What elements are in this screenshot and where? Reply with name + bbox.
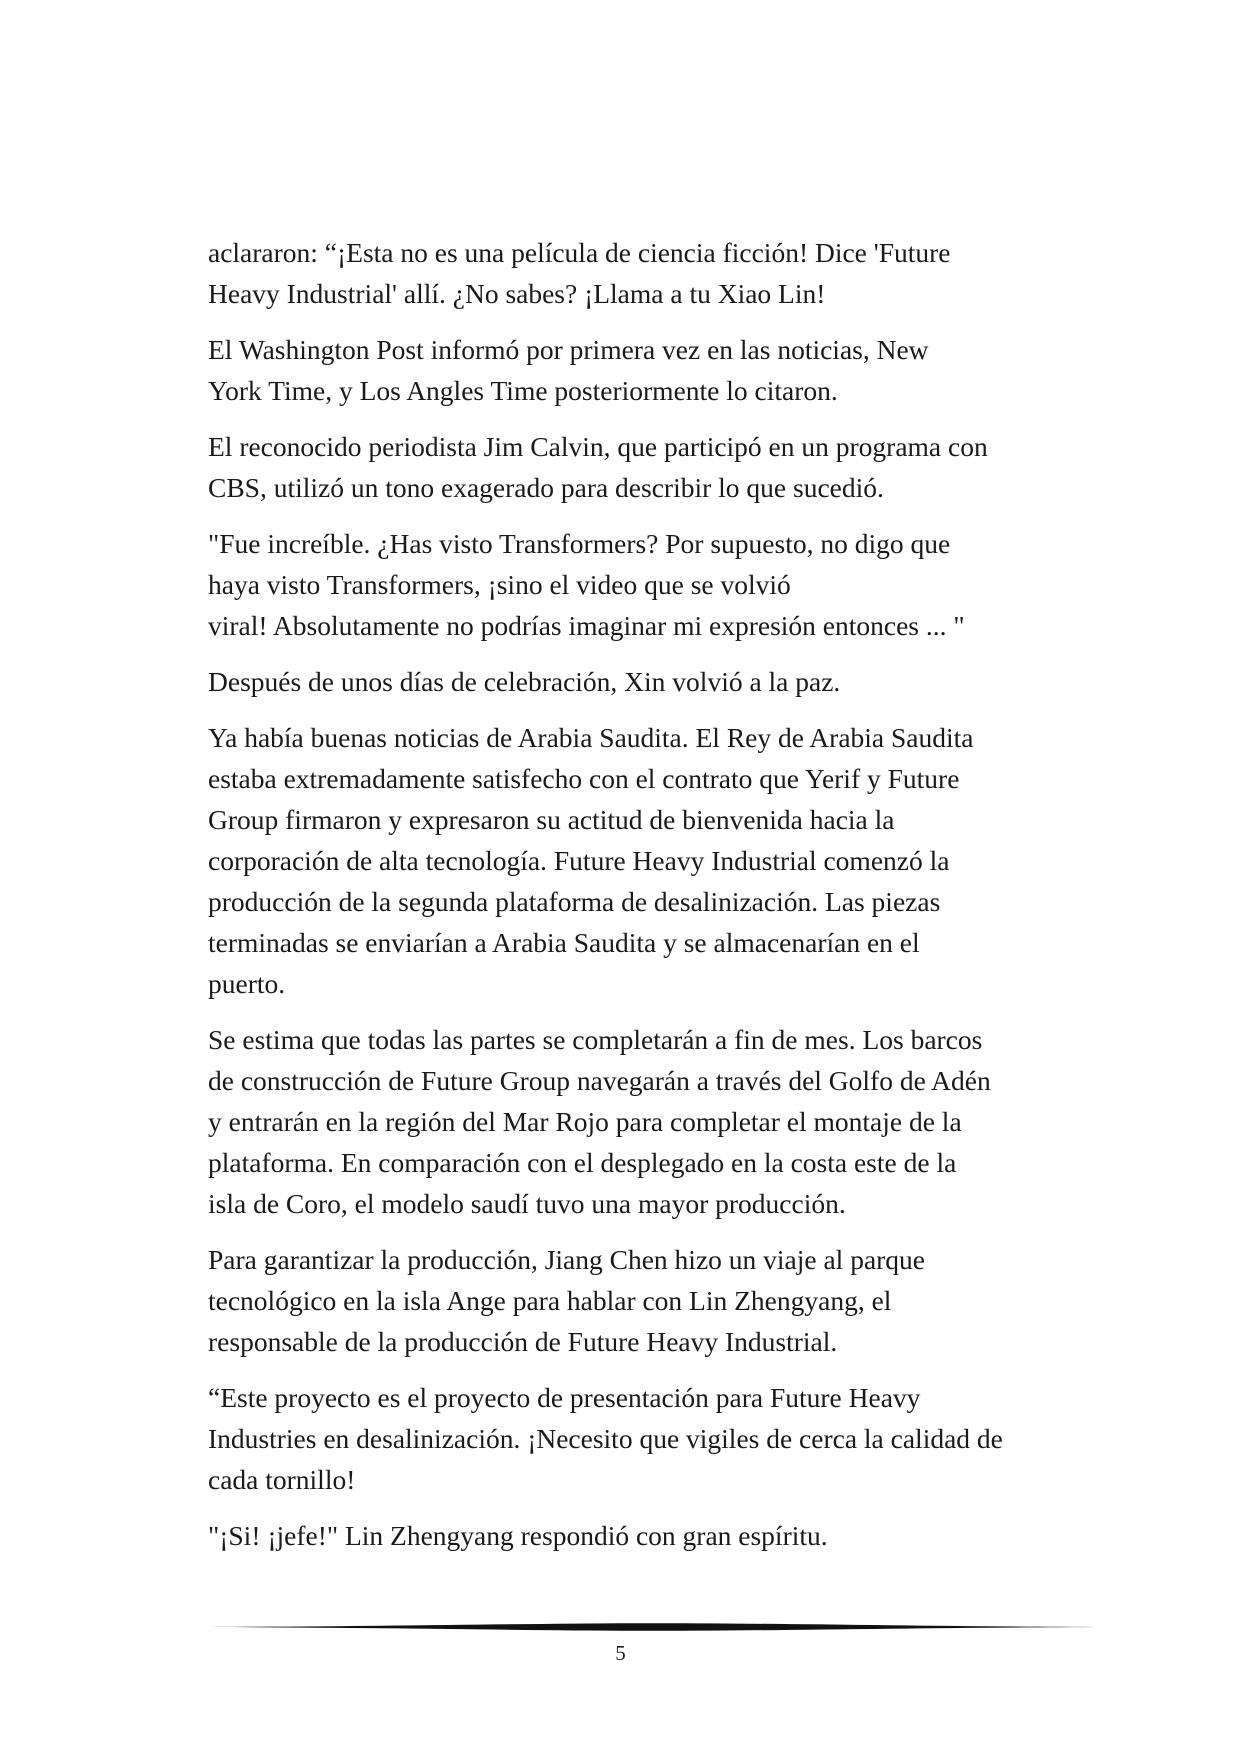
paragraph [208, 1019, 1078, 1224]
text-line: terminadas se enviarían a Arabia Saudita y se almacenarían en el [208, 927, 920, 958]
body-text [208, 232, 1078, 1571]
text-line: responsable de la producción de Future Heavy Industrial. [208, 1326, 838, 1357]
text-line: plataforma. En comparación con el desplegado en la costa este de la [208, 1147, 957, 1178]
text-line: aclararon: “¡Esta no es una película de ciencia ficción! Dice 'Future [208, 237, 951, 268]
text-line: York Time, y Los Angles Time posteriormente lo citaron. [208, 375, 838, 406]
text-line: viral! Absolutamente no podrías imaginar mi expresión entonces ... " [208, 610, 965, 641]
paragraph [208, 1239, 1078, 1362]
text-line: "Fue increíble. ¿Has visto Transformers? Por supuesto, no digo que [208, 528, 951, 559]
text-line: producción de la segunda plataforma de desalinización. Las piezas [208, 886, 941, 917]
text-line: Industries en desalinización. ¡Necesito que vigiles de cerca la calidad de [208, 1423, 1003, 1454]
text-line: corporación de alta tecnología. Future Heavy Industrial comenzó la [208, 845, 950, 876]
text-line: "¡Si! ¡jefe!" Lin Zhengyang respondió con gran espíritu. [208, 1520, 828, 1551]
text-line: Heavy Industrial' allí. ¿No sabes? ¡Llama a tu Xiao Lin! [208, 278, 826, 309]
footer-divider [208, 1620, 1108, 1634]
text-line: “Este proyecto es el proyecto de presentación para Future Heavy [208, 1382, 921, 1413]
text-line: cada tornillo! [208, 1464, 356, 1495]
text-line: CBS, utilizó un tono exagerado para describir lo que sucedió. [208, 472, 884, 503]
text-line: estaba extremadamente satisfecho con el contrato que Yerif y Future [208, 763, 960, 794]
text-line: y entrarán en la región del Mar Rojo para completar el montaje de la [208, 1106, 962, 1137]
paragraph [208, 232, 1078, 314]
text-line: Se estima que todas las partes se completarán a fin de mes. Los barcos [208, 1024, 983, 1055]
paragraph [208, 426, 1078, 508]
text-line: de construcción de Future Group navegarán a través del Golfo de Adén [208, 1065, 991, 1096]
paragraph [208, 1515, 1078, 1556]
paragraph [208, 717, 1078, 1004]
page-number: 5 [615, 1641, 626, 1665]
text-line: isla de Coro, el modelo saudí tuvo una mayor producción. [208, 1188, 846, 1219]
text-line: Ya había buenas noticias de Arabia Saudita. El Rey de Arabia Saudita [208, 722, 974, 753]
text-line: puerto. [208, 968, 286, 999]
paragraph [208, 329, 1078, 411]
text-line: haya visto Transformers, ¡sino el video que se volvió [208, 569, 791, 600]
text-line: tecnológico en la isla Ange para hablar con Lin Zhengyang, el [208, 1285, 892, 1316]
text-line: Group firmaron y expresaron su actitud de bienvenida hacia la [208, 804, 895, 835]
text-line: Para garantizar la producción, Jiang Chen hizo un viaje al parque [208, 1244, 926, 1275]
text-line: El reconocido periodista Jim Calvin, que participó en un programa con [208, 431, 988, 462]
text-line: El Washington Post informó por primera vez en las noticias, New [208, 334, 929, 365]
paragraph [208, 523, 1078, 646]
paragraph [208, 661, 1078, 702]
paragraph [208, 1377, 1078, 1500]
text-line: Después de unos días de celebración, Xin volvió a la paz. [208, 666, 841, 697]
